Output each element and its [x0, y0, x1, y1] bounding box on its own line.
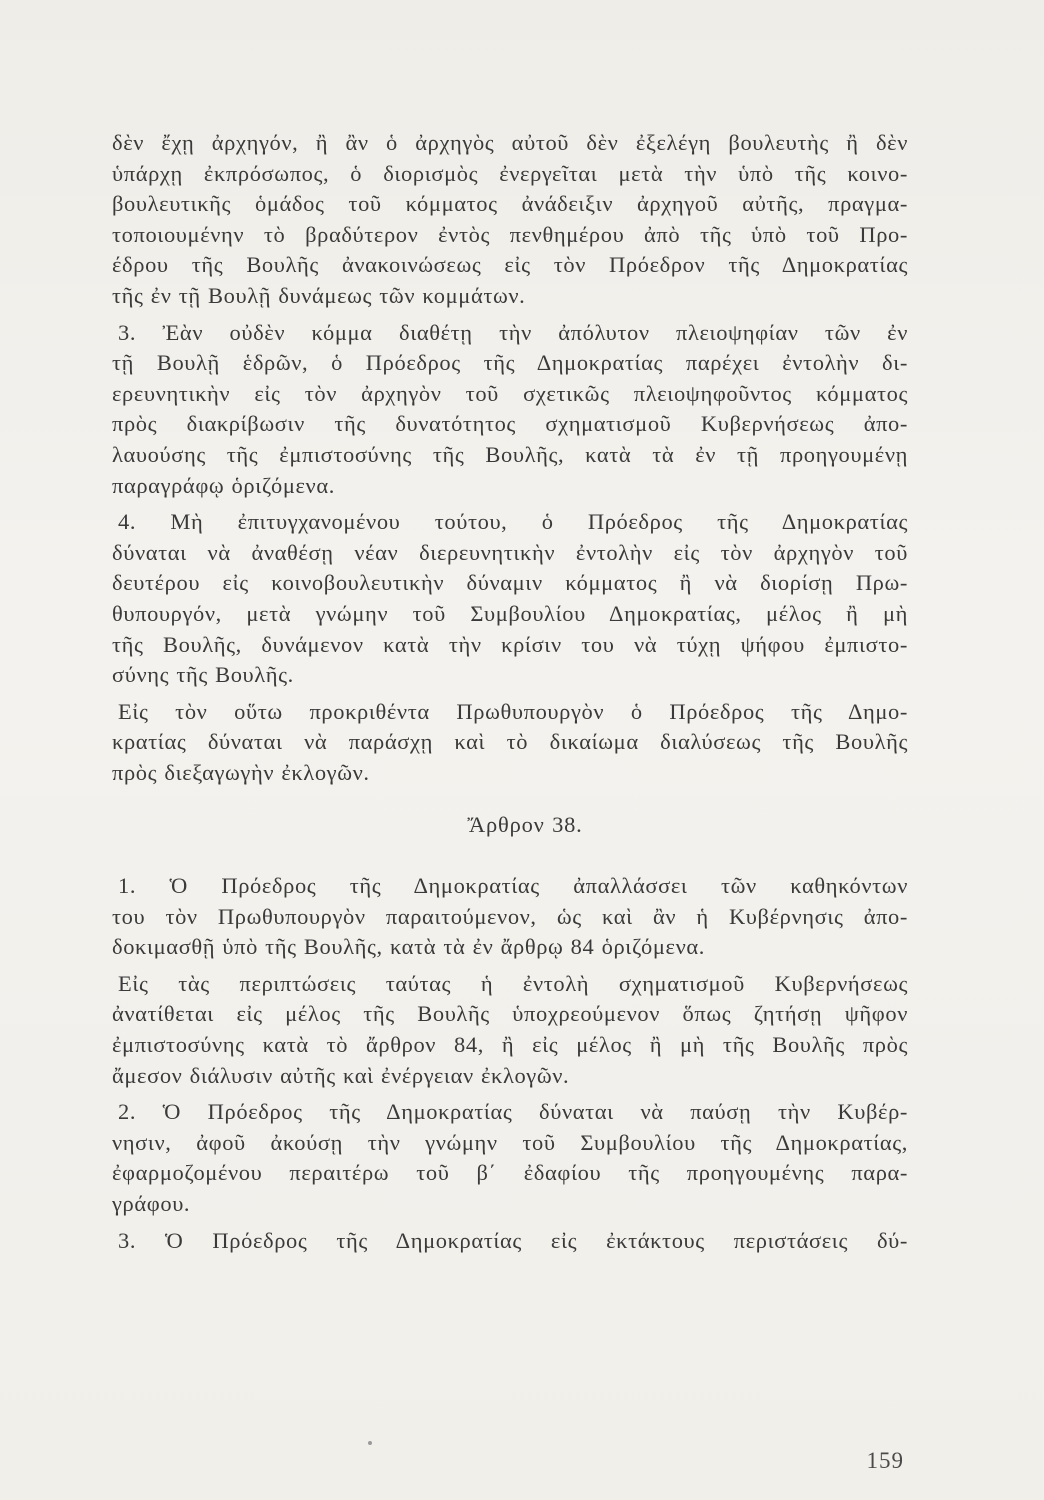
- text-line: δευτέρου εἰς κοινοβουλευτικὴν δύναμιν κόμματος ἢ νὰ διορίσῃ Πρω-: [112, 570, 908, 596]
- text-line: τῇ Βουλῇ ἑδρῶν, ὁ Πρόεδρος τῆς Δημοκρατίας παρέχει ἐντολὴν δι-: [112, 350, 908, 376]
- text-line: νησιν, ἀφοῦ ἀκούσῃ τὴν γνώμην τοῦ Συμβουλίου τῆς Δημοκρατίας,: [112, 1129, 908, 1155]
- text-line: 2. Ὁ Πρόεδρος τῆς Δημοκρατίας δύναται νὰ παύσῃ τὴν Κυβέρ-: [118, 1099, 908, 1125]
- text-line: 1. Ὁ Πρόεδρος τῆς Δημοκρατίας ἀπαλλάσσει τῶν καθηκόντων: [118, 873, 908, 899]
- text-line: δύναται νὰ ἀναθέσῃ νέαν διερευνητικὴν ἐντολὴν εἰς τὸν ἀρχηγὸν τοῦ: [112, 539, 908, 565]
- article-heading: Ἄρθρον 38.: [467, 812, 583, 838]
- text-line: θυπουργόν, μετὰ γνώμην τοῦ Συμβουλίου Δημοκρατίας, μέλος ἢ μὴ: [112, 600, 908, 626]
- article-38-paragraph-1-sub: [112, 969, 908, 1091]
- text-line: 3. Ἐὰν οὐδὲν κόμμα διαθέτῃ τὴν ἀπόλυτον πλειοψηφίαν τῶν ἐν: [118, 319, 908, 345]
- text-line: ἐμπιστοσύνης κατὰ τὸ ἄρθρον 84, ἢ εἰς μέλος ἢ μὴ τῆς Βουλῆς πρὸς: [112, 1032, 908, 1058]
- text-line: σύνης τῆς Βουλῆς.: [112, 662, 294, 688]
- text-line: 4. Μὴ ἐπιτυγχανομένου τούτου, ὁ Πρόεδρος τῆς Δημοκρατίας: [118, 509, 908, 535]
- text-line: λαυούσης τῆς ἐμπιστοσύνης τῆς Βουλῆς, κατὰ τὰ ἐν τῇ προηγουμένῃ: [112, 441, 908, 467]
- text-line: 3. Ὁ Πρόεδρος τῆς Δημοκρατίας εἰς ἐκτάκτους περιστάσεις δύ-: [118, 1227, 908, 1253]
- text-line: κρατίας δύναται νὰ παράσχῃ καὶ τὸ δικαίωμα διαλύσεως τῆς Βουλῆς: [112, 729, 908, 755]
- text-line: δὲν ἔχῃ ἀρχηγόν, ἢ ἂν ὁ ἀρχηγὸς αὐτοῦ δὲν ἐξελέγη βουλευτὴς ἢ δὲν: [112, 130, 908, 155]
- text-line: ἄμεσον διάλυσιν αὐτῆς καὶ ἐνέργειαν ἐκλογῶν.: [112, 1062, 570, 1088]
- paragraph-4-sub: [112, 697, 908, 789]
- article-38-paragraph-3: [112, 1226, 908, 1257]
- text-line: του τὸν Πρωθυπουργὸν παραιτούμενον, ὡς καὶ ἂν ἡ Κυβέρνησις ἀπο-: [112, 903, 908, 929]
- text-line: πρὸς διεξαγωγὴν ἐκλογῶν.: [112, 759, 370, 785]
- text-line: πρὸς διακρίβωσιν τῆς δυνατότητος σχηματισμοῦ Κυβερνήσεως ἀπο-: [112, 411, 908, 437]
- text-line: τοποιουμένην τὸ βραδύτερον ἐντὸς πενθημέρου ἀπὸ τῆς ὑπὸ τοῦ Προ-: [112, 221, 908, 247]
- text-line: ερευνητικὴν εἰς τὸν ἀρχηγὸν τοῦ σχετικῶς πλειοψηφοῦντος κόμματος: [112, 380, 908, 406]
- text-line: δοκιμασθῇ ὑπὸ τῆς Βουλῆς, κατὰ τὰ ἐν ἄρθρῳ 84 ὁριζόμενα.: [112, 934, 705, 960]
- text-line: Εἰς τὸν οὕτω προκριθέντα Πρωθυπουργὸν ὁ Πρόεδρος τῆς Δημο-: [118, 698, 908, 724]
- text-line: Εἰς τὰς περιπτώσεις ταύτας ἡ ἐντολὴ σχηματισμοῦ Κυβερνήσεως: [118, 970, 908, 996]
- text-line: τῆς Βουλῆς, δυνάμενον κατὰ τὴν κρίσιν του νὰ τύχῃ ψήφου ἐμπιστο-: [112, 631, 908, 657]
- text-line: τῆς ἐν τῇ Βουλῇ δυνάμεως τῶν κομμάτων.: [112, 282, 526, 308]
- text-line: έδρου τῆς Βουλῆς ἀνακοινώσεως εἰς τὸν Πρόεδρον τῆς Δημοκρατίας: [112, 252, 908, 278]
- article-38-paragraph-1: [112, 871, 908, 963]
- text-line: ὑπάρχῃ ἐκπρόσωπος, ὁ διορισμὸς ἐνεργεῖται μετὰ τὴν ὑπὸ τῆς κοινο-: [112, 160, 908, 186]
- text-line: παραγράφῳ ὁριζόμενα.: [112, 472, 335, 498]
- text-line: ἀνατίθεται εἰς μέλος τῆς Βουλῆς ὑποχρεούμενον ὅπως ζητήσῃ ψῆφον: [112, 1001, 908, 1027]
- body-text: [112, 128, 908, 1256]
- article-38-paragraph-2: [112, 1097, 908, 1219]
- page-number: 159: [866, 1448, 904, 1473]
- text-line: βουλευτικῆς ὁμάδος τοῦ κόμματος ἀνάδειξιν ἀρχηγοῦ αὐτῆς, πραγμα-: [112, 191, 908, 217]
- paragraph-continuation: [112, 128, 908, 312]
- paragraph-4: [112, 507, 908, 691]
- paragraph-3: [112, 318, 908, 502]
- ink-speck: [368, 1441, 372, 1445]
- text-line: γράφου.: [112, 1191, 191, 1216]
- text-line: ἐφαρμοζομένου περαιτέρω τοῦ β΄ ἐδαφίου τῆς προηγουμένης παρα-: [112, 1160, 908, 1186]
